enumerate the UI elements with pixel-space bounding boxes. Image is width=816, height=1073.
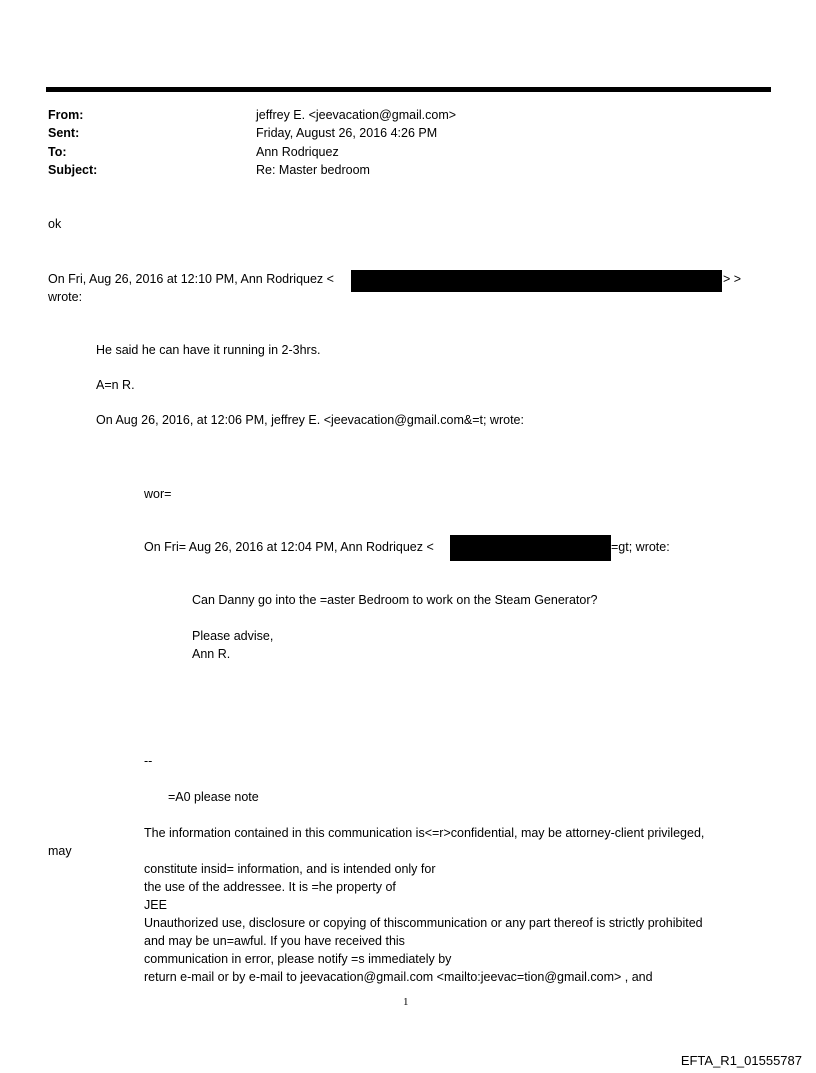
disclaimer-line: JEE xyxy=(144,898,167,912)
quote1-header-prefix: On Fri, Aug 26, 2016 at 12:10 PM, Ann Rodriquez < xyxy=(48,272,334,286)
reply-text: ok xyxy=(48,217,62,231)
subject-label: Subject: xyxy=(48,163,98,177)
quote3-header-suffix: =gt; wrote: xyxy=(611,540,670,554)
redaction-block xyxy=(351,270,722,292)
disclaimer-line: communication in error, please notify =s immediately by xyxy=(144,952,452,966)
from-label: From: xyxy=(48,108,84,122)
to-label: To: xyxy=(48,145,67,159)
quote3-header-prefix: On Fri= Aug 26, 2016 at 12:04 PM, Ann Rodriquez < xyxy=(144,540,434,554)
msg3-line: Can Danny go into the =aster Bedroom to work on the Steam Generator? xyxy=(192,593,598,607)
page-number: 1 xyxy=(403,996,409,1008)
disclaimer-note: =A0 please note xyxy=(168,790,259,804)
disclaimer-line: may xyxy=(48,844,72,858)
bates-number: EFTA_R1_01555787 xyxy=(680,1053,802,1068)
subject-value: Re: Master bedroom xyxy=(256,163,370,177)
disclaimer-line: return e-mail or by e-mail to jeevacation@gmail.com <mailto:jeevac=tion@gmail.com> , and xyxy=(144,970,653,984)
disclaimer-line: the use of the addressee. It is =he property of xyxy=(144,880,396,894)
redaction-block xyxy=(450,535,611,561)
sent-label: Sent: xyxy=(48,126,80,140)
disclaimer-line: Unauthorized use, disclosure or copying of thiscommunication or any part thereof is strictly prohibited xyxy=(144,916,703,930)
msg3-line: Please advise, xyxy=(192,629,274,643)
from-value: jeffrey E. <jeevacation@gmail.com> xyxy=(256,108,457,122)
quote1-header-suffix: > > xyxy=(723,272,742,286)
quote1-wrote: wrote: xyxy=(48,290,83,304)
msg1-sign: A=n R. xyxy=(96,378,135,392)
sent-value: Friday, August 26, 2016 4:26 PM xyxy=(256,126,438,140)
disclaimer-line: and may be un=awful. If you have received this xyxy=(144,934,405,948)
msg2-line: wor= xyxy=(144,487,172,501)
disclaimer-line: constitute insid= information, and is intended only for xyxy=(144,862,436,876)
quote2-header: On Aug 26, 2016, at 12:06 PM, jeffrey E. <jeevacation@gmail.com&=t; wrote: xyxy=(96,413,524,427)
msg3-sign: Ann R. xyxy=(192,647,231,661)
signature-separator: -- xyxy=(144,754,153,768)
msg1-line: He said he can have it running in 2-3hrs. xyxy=(96,343,321,357)
header-rule xyxy=(46,87,771,92)
disclaimer-line: The information contained in this communication is<=r>confidential, may be attorney-client privileged, xyxy=(144,826,705,840)
to-value: Ann Rodriquez xyxy=(256,145,339,159)
